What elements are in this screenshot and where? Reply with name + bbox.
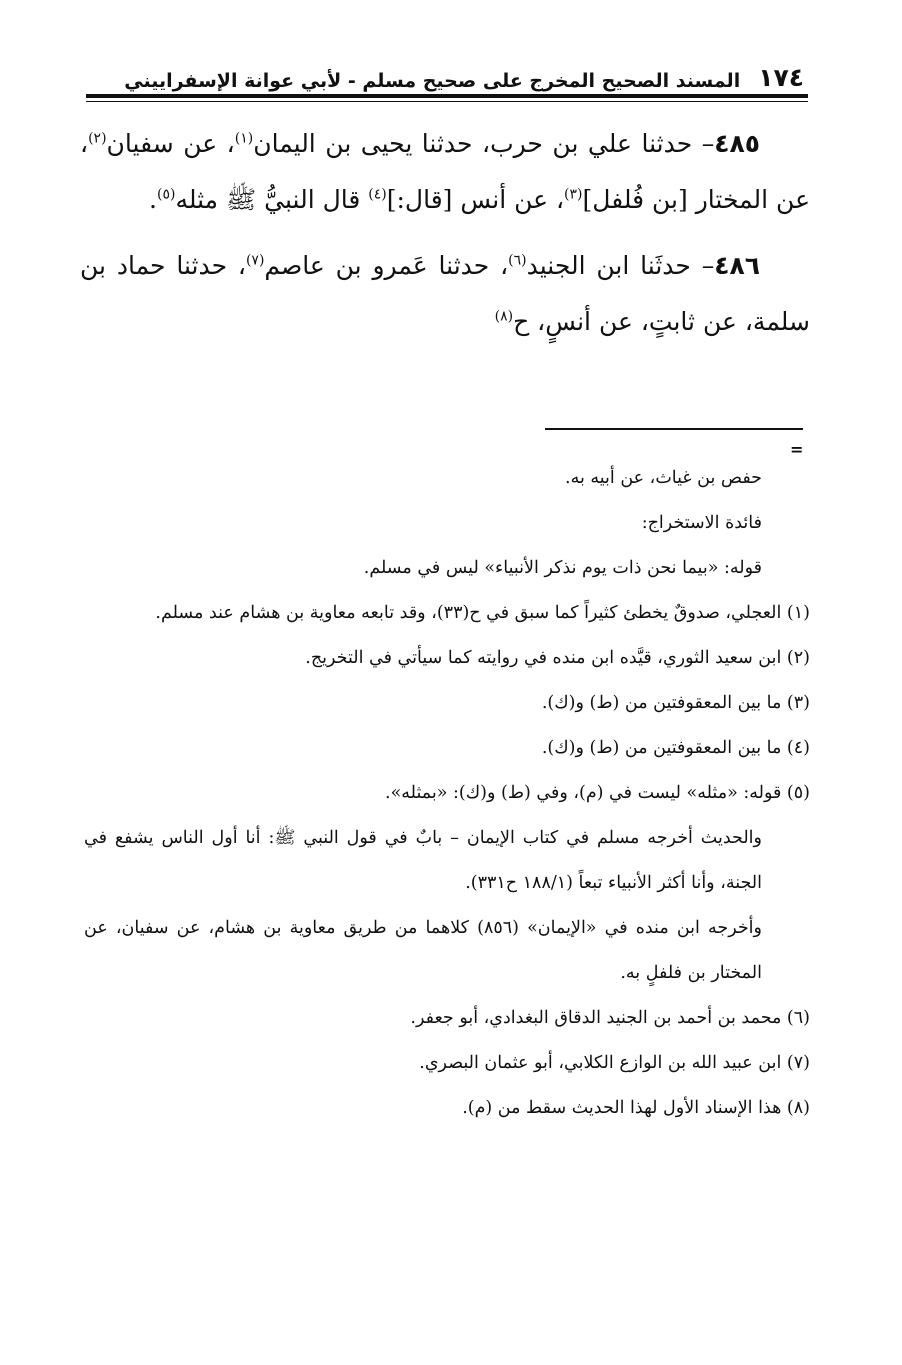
hadith-text: – حدثَنا ابن الجنيد [526,251,715,280]
footnote-1: (١) العجلي، صدوقٌ يخطئ كثيراً كما سبق في ح(٣٣)، وقد تابعه معاوية بن هشام عند مسلم. [155,603,810,623]
footnote-2: (٢) ابن سعيد الثوري، قيَّده ابن منده في روايته كما سيأتي في التخريج. [305,648,810,668]
main-text [80,116,810,360]
footnote-5-paragraph: والحديث أخرجه مسلم في كتاب الإيمان – بابٌ في قول النبي ﷺ: أنا أول الناس يشفع في الجنة، وأنا أكثر الأنبياء تبعاً (١٨٨/١ ح٣٣١). [84,828,762,893]
hadith-text: ، حدثنا حماد بن سلمة، عن ثابتٍ، عن أنسٍ، ح [80,251,810,336]
footnote-7: (٧) ابن عبيد الله بن الوازع الكلابي، أبو عثمان البصري. [419,1053,810,1073]
page-number: ١٧٤ [758,63,804,92]
footnote-ref: (٥) [156,186,176,203]
footnote-ref: (٤) [368,186,387,203]
footnote-5: (٥) قوله: «مثله» ليست في (م)، وفي (ط) و(ك): «بمثله». [385,783,810,803]
hadith-text: – حدثنا علي بن حرب، حدثنا يحيى بن اليمان [253,129,715,158]
footnote-3: (٣) ما بين المعقوفتين من (ط) و(ك). [541,693,810,713]
hadith-text: ، حدثنا عَمرو بن عاصم [264,251,509,280]
footnote-5-paragraph: وأخرجه ابن منده في «الإيمان» (٨٥٦) كلاهما من طريق معاوية بن هشام، عن سفيان، عن المختار بن فلفلٍ به. [84,918,762,983]
continuation-mark: = [790,440,804,459]
footnote-ref: (٦) [508,252,527,269]
hadith-486 [80,238,810,350]
footnote-4: (٤) ما بين المعقوفتين من (ط) و(ك). [541,738,810,758]
footnotes [84,456,810,1131]
footnote-8: (٨) هذا الإسناد الأول لهذا الحديث سقط من (م). [462,1098,810,1118]
hadith-text: قال النبيُّ ﷺ مثله [175,185,369,214]
footnote-separator [545,428,803,430]
running-title: المسند الصحيح المخرج على صحيح مسلم - لأبي عوانة الإسفراييني [124,70,741,92]
footnote-ref: (١) [234,130,254,147]
footnote-6: (٦) محمد بن أحمد بن الجنيد الدقاق البغدادي، أبو جعفر. [410,1008,810,1028]
footnote-continuation: حفص بن غياث، عن أبيه به. [565,468,762,488]
footnote-ref: (٧) [245,252,265,269]
hadith-text: ، عن أنس [قال:] [386,185,565,214]
hadith-text: . [149,185,157,214]
hadith-485 [80,116,810,228]
hadith-text: ، عن المختار [بن فُلفل] [80,129,810,214]
running-header [88,56,804,92]
footnote-ref: (٨) [494,308,514,325]
footnote-continuation: فائدة الاستخراج: [641,513,762,533]
footnote-ref: (٢) [88,130,107,147]
footnote-continuation: قوله: «بيما نحن ذات يوم نذكر الأنبياء» ليس في مسلم. [363,558,762,578]
hadith-number: ٤٨٥ [714,129,761,158]
header-rule [86,94,808,98]
header-rule-thin [86,101,808,102]
hadith-number: ٤٨٦ [714,251,760,280]
footnote-ref: (٣) [564,186,583,203]
hadith-text: ، عن سفيان [106,129,235,158]
